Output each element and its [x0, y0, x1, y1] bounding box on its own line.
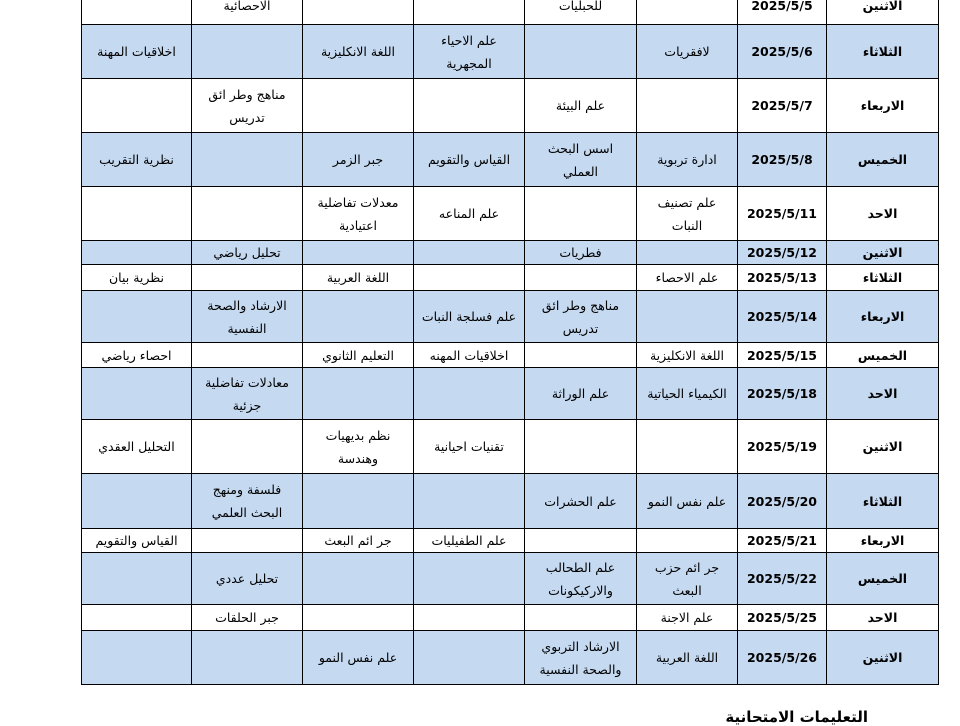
- table-row: [82, 420, 939, 474]
- subject-cell: [525, 420, 637, 474]
- subject-cell: [303, 241, 414, 265]
- subject-cell: [192, 529, 303, 553]
- subject-cell: [303, 79, 414, 133]
- table-row: [82, 0, 939, 25]
- subject-cell: علم البيئة: [525, 79, 637, 133]
- table-row: [82, 529, 939, 553]
- subject-cell: علم الطحالب والاركيكونات: [525, 553, 637, 605]
- subject-cell: [303, 553, 414, 605]
- subject-cell: لافقريات: [637, 25, 738, 79]
- subject-cell: [414, 241, 525, 265]
- day-cell: الثلاثاء: [827, 25, 939, 79]
- subject-cell: ادارة تربوية: [637, 133, 738, 187]
- subject-cell: مناهج وطر ائق تدريس: [525, 291, 637, 343]
- table-row: [82, 474, 939, 529]
- subject-cell: القياس والتقويم: [414, 133, 525, 187]
- subject-cell: [637, 79, 738, 133]
- day-cell: الاثنين: [827, 0, 939, 25]
- subject-cell: جبر الحلقات: [192, 605, 303, 631]
- day-cell: الخميس: [827, 133, 939, 187]
- date-cell: 2025/5/8: [738, 133, 827, 187]
- table-row: [82, 79, 939, 133]
- date-cell: 2025/5/12: [738, 241, 827, 265]
- subject-cell: علم المناعه: [414, 187, 525, 241]
- date-cell: 2025/5/11: [738, 187, 827, 241]
- subject-cell: اللغة العربية: [303, 265, 414, 291]
- subject-cell: [303, 368, 414, 420]
- table-row: [82, 291, 939, 343]
- day-cell: الاربعاء: [827, 79, 939, 133]
- subject-cell: [414, 553, 525, 605]
- subject-cell: [192, 25, 303, 79]
- table-row: [82, 368, 939, 420]
- subject-cell: اسس البحث العملي: [525, 133, 637, 187]
- subject-cell: نظرية بيان: [82, 265, 192, 291]
- subject-cell: [637, 241, 738, 265]
- subject-cell: فلسفة ومنهج البحث العلمي: [192, 474, 303, 529]
- subject-cell: علم الحشرات: [525, 474, 637, 529]
- subject-cell: الكيمياء الحياتية: [637, 368, 738, 420]
- subject-cell: علم الوراثة: [525, 368, 637, 420]
- subject-cell: [82, 79, 192, 133]
- subject-cell: [525, 25, 637, 79]
- subject-cell: [637, 529, 738, 553]
- subject-cell: [525, 187, 637, 241]
- subject-cell: [637, 291, 738, 343]
- subject-cell: اخلاقيات المهنة: [82, 25, 192, 79]
- day-cell: الثلاثاء: [827, 265, 939, 291]
- subject-cell: [303, 605, 414, 631]
- subject-cell: [414, 631, 525, 685]
- subject-cell: [82, 605, 192, 631]
- subject-cell: [82, 0, 192, 25]
- subject-cell: الارشاد التربوي والصحة النفسية: [525, 631, 637, 685]
- instructions-heading: التعليمات الامتحانية: [725, 708, 868, 726]
- date-cell: 2025/5/22: [738, 553, 827, 605]
- subject-cell: [414, 368, 525, 420]
- table-row: [82, 133, 939, 187]
- subject-cell: التعليم الثانوي: [303, 343, 414, 368]
- subject-cell: [82, 553, 192, 605]
- subject-cell: نظرية التقريب: [82, 133, 192, 187]
- subject-cell: الارشاد والصحة النفسية: [192, 291, 303, 343]
- subject-cell: تقنيات احيانية: [414, 420, 525, 474]
- subject-cell: القياس والتقويم: [82, 529, 192, 553]
- subject-cell: التحليل العقدي: [82, 420, 192, 474]
- subject-cell: [192, 343, 303, 368]
- day-cell: الاثنين: [827, 241, 939, 265]
- day-cell: الاحد: [827, 368, 939, 420]
- day-cell: الاثنين: [827, 631, 939, 685]
- subject-cell: [414, 79, 525, 133]
- table-row: [82, 241, 939, 265]
- date-cell: 2025/5/20: [738, 474, 827, 529]
- day-cell: الخميس: [827, 553, 939, 605]
- table-row: [82, 187, 939, 241]
- subject-cell: علم الاحياء المجهرية: [414, 25, 525, 79]
- subject-cell: علم الاحصاء: [637, 265, 738, 291]
- date-cell: 2025/5/7: [738, 79, 827, 133]
- date-cell: 2025/5/6: [738, 25, 827, 79]
- subject-cell: [82, 187, 192, 241]
- subject-cell: [192, 631, 303, 685]
- subject-cell: معادلات تفاضلية جزئية: [192, 368, 303, 420]
- subject-cell: [192, 133, 303, 187]
- subject-cell: اللغة الانكليزية: [637, 343, 738, 368]
- subject-cell: اللغة العربية: [637, 631, 738, 685]
- date-cell: 2025/5/5: [738, 0, 827, 25]
- table-row: [82, 605, 939, 631]
- day-cell: الاحد: [827, 187, 939, 241]
- subject-cell: فطريات: [525, 241, 637, 265]
- date-cell: 2025/5/26: [738, 631, 827, 685]
- subject-cell: [192, 420, 303, 474]
- subject-cell: [414, 605, 525, 631]
- table-row: [82, 631, 939, 685]
- date-cell: 2025/5/15: [738, 343, 827, 368]
- subject-cell: [525, 343, 637, 368]
- date-cell: 2025/5/13: [738, 265, 827, 291]
- subject-cell: الاحصائية: [192, 0, 303, 25]
- subject-cell: [82, 291, 192, 343]
- subject-cell: [303, 0, 414, 25]
- subject-cell: [82, 368, 192, 420]
- subject-cell: [192, 265, 303, 291]
- date-cell: 2025/5/14: [738, 291, 827, 343]
- subject-cell: [303, 474, 414, 529]
- subject-cell: جر ائم البعث: [303, 529, 414, 553]
- subject-cell: [525, 605, 637, 631]
- subject-cell: [414, 265, 525, 291]
- table-row: [82, 25, 939, 79]
- subject-cell: نظم بديهيات وهندسة: [303, 420, 414, 474]
- subject-cell: للحبليات: [525, 0, 637, 25]
- subject-cell: [414, 474, 525, 529]
- subject-cell: مناهج وطر ائق تدريس: [192, 79, 303, 133]
- subject-cell: [82, 241, 192, 265]
- subject-cell: اللغة الانكليزية: [303, 25, 414, 79]
- subject-cell: احصاء رياضي: [82, 343, 192, 368]
- subject-cell: معدلات تفاضلية اعتيادية: [303, 187, 414, 241]
- subject-cell: علم نفس النمو: [637, 474, 738, 529]
- subject-cell: اخلاقيات المهنه: [414, 343, 525, 368]
- subject-cell: علم الطفيليات: [414, 529, 525, 553]
- subject-cell: [637, 0, 738, 25]
- date-cell: 2025/5/25: [738, 605, 827, 631]
- table-row: [82, 553, 939, 605]
- date-cell: 2025/5/18: [738, 368, 827, 420]
- subject-cell: جبر الزمر: [303, 133, 414, 187]
- day-cell: الاحد: [827, 605, 939, 631]
- subject-cell: [414, 0, 525, 25]
- subject-cell: علم فسلجة النبات: [414, 291, 525, 343]
- subject-cell: جر ائم حزب البعث: [637, 553, 738, 605]
- subject-cell: علم نفس النمو: [303, 631, 414, 685]
- subject-cell: تحليل رياضي: [192, 241, 303, 265]
- subject-cell: علم تصنيف النبات: [637, 187, 738, 241]
- day-cell: الثلاثاء: [827, 474, 939, 529]
- table-row: [82, 265, 939, 291]
- subject-cell: [525, 529, 637, 553]
- subject-cell: علم الاجنة: [637, 605, 738, 631]
- subject-cell: [192, 187, 303, 241]
- subject-cell: [637, 420, 738, 474]
- subject-cell: [82, 474, 192, 529]
- subject-cell: [82, 631, 192, 685]
- date-cell: 2025/5/21: [738, 529, 827, 553]
- day-cell: الاربعاء: [827, 291, 939, 343]
- day-cell: الاربعاء: [827, 529, 939, 553]
- day-cell: الخميس: [827, 343, 939, 368]
- table-row: [82, 343, 939, 368]
- exam-schedule-table: [81, 0, 939, 685]
- subject-cell: [525, 265, 637, 291]
- date-cell: 2025/5/19: [738, 420, 827, 474]
- subject-cell: تحليل عددي: [192, 553, 303, 605]
- schedule-body: [82, 0, 939, 685]
- day-cell: الاثنين: [827, 420, 939, 474]
- subject-cell: [303, 291, 414, 343]
